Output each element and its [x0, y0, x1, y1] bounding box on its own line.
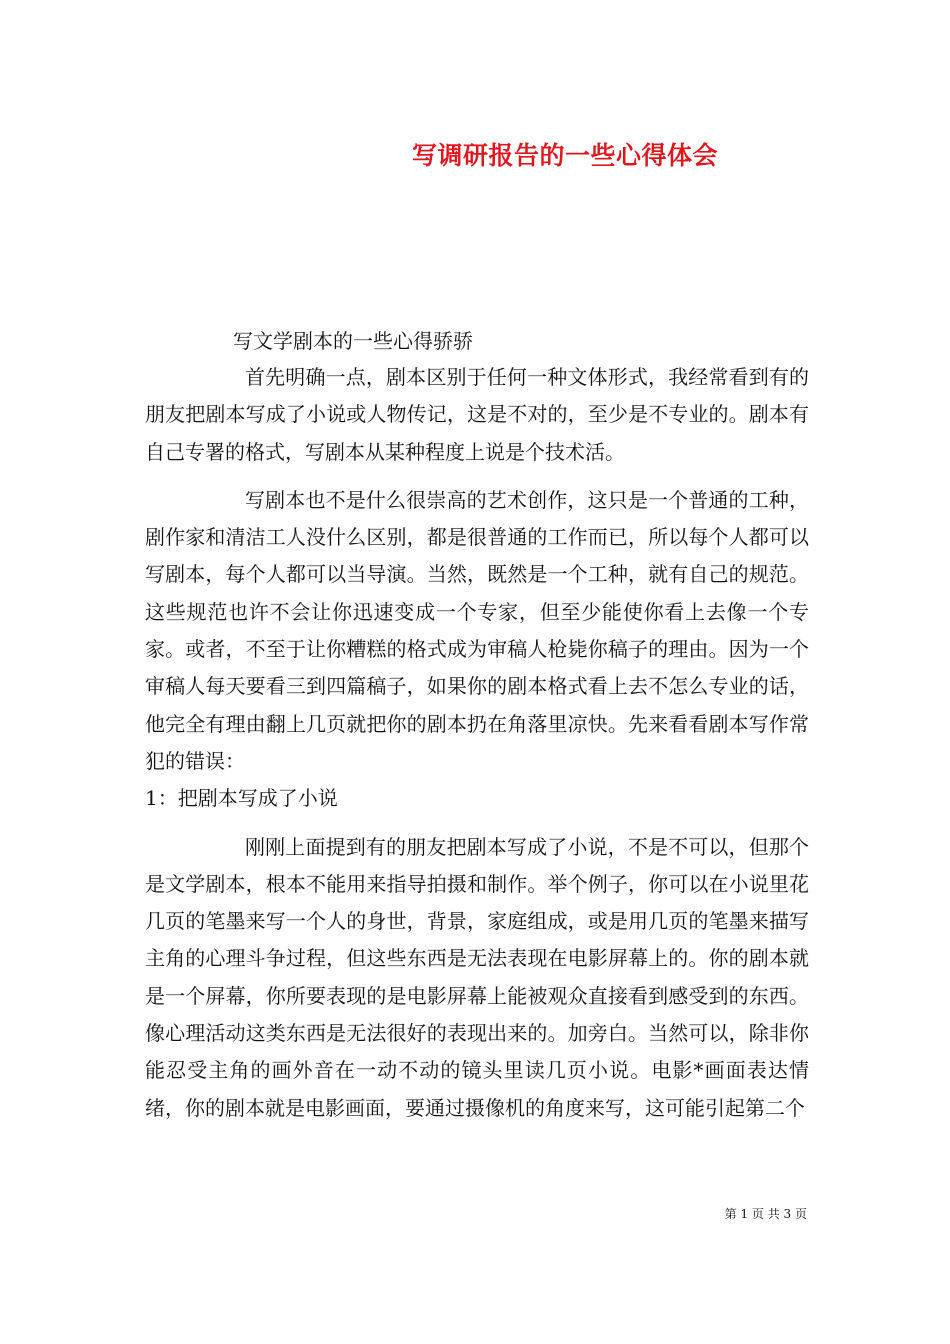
page-title: 写调研报告的一些心得体会	[411, 141, 718, 170]
paragraph-intro: 首先明确一点，剧本区别于任何一种文体形式，我经常看到有的朋友把剧本写成了小说或人物传记，这是不对的，至少是不专业的。剧本有自己专署的格式，写剧本从某种程度上说是个技术活。	[145, 365, 809, 464]
section-heading-mistake-1: 1：把剧本写成了小说	[145, 786, 338, 811]
paragraph-novel-vs-script: 刚刚上面提到有的朋友把剧本写成了小说，不是不可以，但那个是文学剧本，根本不能用来指导拍摄和制作。举个例子，你可以在小说里花几页的笔墨来写一个人的身世，背景，家庭组成，或是用几页的笔墨来描写主角的心理斗争过程，但这些东西是无法表现在电影屏幕上的。你的剧本就是一个屏幕，你所要表现的是电影屏幕上能被观众直接看到感受到的东西。像心理活动这类东西是无法很好的表现出来的。加旁白。当然可以，除非你能忍受主角的画外音在一动不动的镜头里读几页小说。电影*画面表达情绪，你的剧本就是电影画面，要通过摄像机的角度来写，这可能引起第二个	[145, 834, 809, 1120]
body-text	[145, 359, 809, 1127]
page-number: 第 1 页 共 3 页	[724, 1207, 807, 1221]
subtitle: 写文学剧本的一些心得骄骄	[233, 329, 473, 353]
paragraph-craft: 写剧本也不是什么很崇高的艺术创作，这只是一个普通的工种，剧作家和清洁工人没什么区别，都是很普通的工作而已，所以每个人都可以写剧本，每个人都可以当导演。当然，既然是一个工种，就有自己的规范。这些规范也许不会让你迅速变成一个专家，但至少能使你看上去像一个专家。或者，不至于让你糟糕的格式成为审稿人枪毙你稿子的理由。因为一个审稿人每天要看三到四篇稿子，如果你的剧本格式看上去不怎么专业的话，他完全有理由翻上几页就把你的剧本扔在角落里凉快。先来看看剧本写作常犯的错误：	[145, 487, 809, 773]
